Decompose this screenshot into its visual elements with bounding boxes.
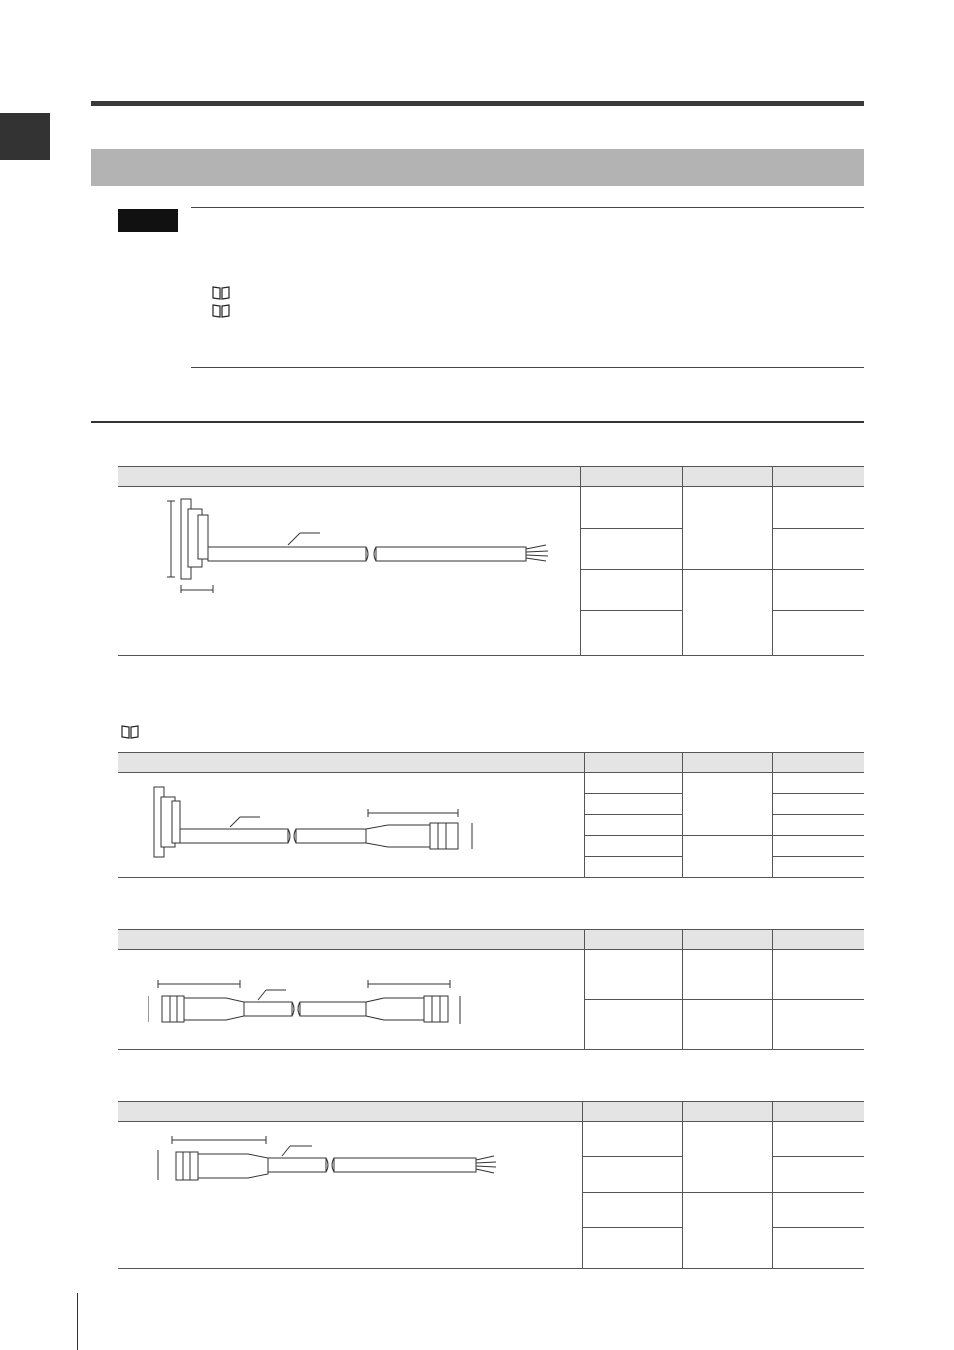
section-divider [91, 421, 864, 423]
table-header [118, 467, 864, 487]
section-title-bar [91, 149, 864, 186]
book-icon [212, 304, 230, 318]
note-bottom-rule [191, 367, 864, 368]
table-header [118, 753, 864, 773]
page-margin-line [77, 1293, 78, 1350]
note-top-rule [191, 207, 864, 208]
header-rule [91, 101, 864, 106]
cable-diagram [152, 1132, 512, 1192]
cable-diagram [158, 495, 578, 595]
cable-table-2 [118, 752, 864, 878]
chapter-tab [0, 113, 50, 160]
book-icon [121, 725, 139, 739]
cable-diagram [148, 777, 488, 867]
cable-table-1 [118, 466, 864, 656]
book-icon [212, 286, 230, 300]
table-header [118, 930, 864, 950]
cable-table-4 [118, 1101, 864, 1269]
note-badge [118, 209, 178, 232]
cable-table-3 [118, 929, 864, 1050]
table-header [118, 1102, 864, 1122]
cable-diagram [148, 972, 488, 1042]
